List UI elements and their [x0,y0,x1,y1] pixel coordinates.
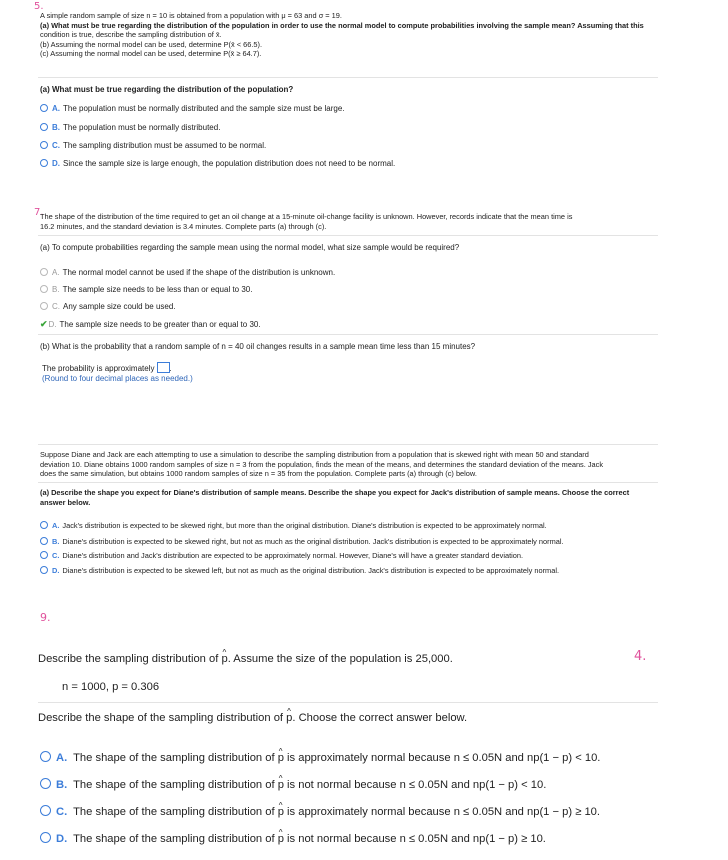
q1-option-c[interactable]: C. The sampling distribution must be assumed to be normal. [40,141,266,151]
q3-option-c[interactable]: C. Diane's distribution and Jack's distribution are expected to be approximately normal. However, Diane's will have a greater standard deviation. [40,551,523,561]
q1-option-d[interactable]: D. Since the sample size is large enough, the population distribution does not need to be normal. [40,159,395,169]
q4-option-b[interactable]: B. The shape of the sampling distribution of ^ p is not normal because n ≤ 0.05N and np(1 − p) < 10. [40,778,546,792]
q2-part-b: (b) What is the probability that a random sample of n = 40 oil changes results in a sample mean time less than 15 minutes? [40,342,476,351]
radio-icon[interactable] [40,566,48,574]
q3-option-b[interactable]: B. Diane's distribution is expected to be skewed right, but not as much as the original distribution. Jack's distribution is expected to be approximately normal. [40,537,564,547]
q3-option-d[interactable]: D. Diane's distribution is expected to be skewed left, but not as much as the original distribution. Jack's distribution is expected to be approximately normal. [40,566,559,576]
q2-option-d[interactable]: ✔D. The sample size needs to be greater than or equal to 30. [40,319,261,329]
p-hat-symbol: ^ p [286,711,292,725]
q4-option-a[interactable]: A. The shape of the sampling distribution of ^ p is approximately normal because n ≤ 0.05N and np(1 − p) < 10. [40,751,600,765]
radio-icon[interactable] [40,123,48,131]
radio-icon[interactable] [40,159,48,167]
q1-option-b[interactable]: B. The population must be normally distributed. [40,123,220,133]
divider [38,444,658,445]
q4-prompt: Describe the shape of the sampling distribution of ^ p. Choose the correct answer below. [38,711,467,725]
q4-given: n = 1000, p = 0.306 [62,681,160,693]
q4-stem: Describe the sampling distribution of ^ p. Assume the size of the population is 25,000. [38,652,453,666]
q2-answer-line: The probability is approximately . [42,364,172,373]
radio-icon[interactable] [40,751,51,762]
radio-icon[interactable] [40,551,48,559]
radio-icon[interactable] [40,302,48,310]
round-note: (Round to four decimal places as needed.) [42,374,193,383]
divider [38,482,658,483]
radio-icon[interactable] [40,805,51,816]
handwritten-number-5: 5. [34,1,44,12]
q2-option-a[interactable]: A. The normal model cannot be used if the shape of the distribution is unknown. [40,268,335,278]
radio-icon[interactable] [40,778,51,789]
p-hat-symbol: ^ p [278,832,284,846]
radio-icon[interactable] [40,521,48,529]
q1-part-a: (a) What must be true regarding the distribution of the population? [40,85,294,94]
radio-icon[interactable] [40,537,48,545]
divider [38,77,658,78]
radio-icon[interactable] [40,104,48,112]
q3-option-a[interactable]: A. Jack's distribution is expected to be skewed right, but more than the original distribution. Diane's distribution is expected to be approximately normal. [40,521,547,531]
divider [38,334,658,335]
radio-icon[interactable] [40,268,48,276]
p-hat-symbol: ^ p [278,805,284,819]
answer-input[interactable] [157,362,170,373]
checkmark-icon: ✔ [40,319,48,329]
p-hat-symbol: ^ p [278,778,284,792]
q2-part-a: (a) To compute probabilities regarding the sample mean using the normal model, what size sample would be required? [40,243,460,252]
q3-part-a: (a) Describe the shape you expect for Diane's distribution of sample means. Describe the shape you expect for Jack's distribution of sample means. Choose the correct answer below. [40,488,630,507]
radio-icon[interactable] [40,141,48,149]
divider [38,702,658,703]
p-hat-symbol: ^ p [221,652,227,666]
handwritten-number-4: 4. [634,649,647,664]
q2-stem: The shape of the distribution of the time required to get an oil change at a 15-minute oil-change facility is unknown. However, records indicate that the mean time is 16.2 minutes, and the standard deviation is 3.4 minutes. Complete parts (a) through (c). [40,212,573,231]
q1-option-a[interactable]: A. The population must be normally distributed and the sample size must be large. [40,104,344,114]
q1-stem: A simple random sample of size n = 10 is obtained from a population with μ = 63 and σ = 19. (a) What must be true regarding the distribution of the population in order to use the normal model to compute probabilities involving the sample mean? Assuming that this condition is true, describe the sampling distribution of x̄. (b) Assuming the normal model can be used, determine P(x̄ < 66.5). (c) Assuming the normal model can be used, determine P(x̄ ≥ 64.7). [40,11,644,59]
p-hat-symbol: ^ p [278,751,284,765]
q2-option-c[interactable]: C. Any sample size could be used. [40,302,176,312]
radio-icon[interactable] [40,832,51,843]
handwritten-number-7: 7. [34,207,44,218]
divider [38,235,658,236]
radio-icon[interactable] [40,285,48,293]
q4-option-d[interactable]: D. The shape of the sampling distribution of ^ p is not normal because n ≤ 0.05N and np(1 − p) ≥ 10. [40,832,546,846]
q3-stem: Suppose Diane and Jack are each attempting to use a simulation to describe the sampling distribution from a population that is skewed right with mean 50 and standard deviation 10. Diane obtains 1000 random samples of size n = 3 from the population, finds the mean of the means, and determines the standard deviation of the means. Jack does the same simulation, but obtains 1000 random samples of size n = 35 from the population. Complete parts (a) through (c) below. [40,450,604,479]
q4-option-c[interactable]: C. The shape of the sampling distribution of ^ p is approximately normal because n ≤ 0.05N and np(1 − p) ≥ 10. [40,805,600,819]
handwritten-number-9: 9. [40,611,51,624]
q2-option-b[interactable]: B. The sample size needs to be less than or equal to 30. [40,285,252,295]
